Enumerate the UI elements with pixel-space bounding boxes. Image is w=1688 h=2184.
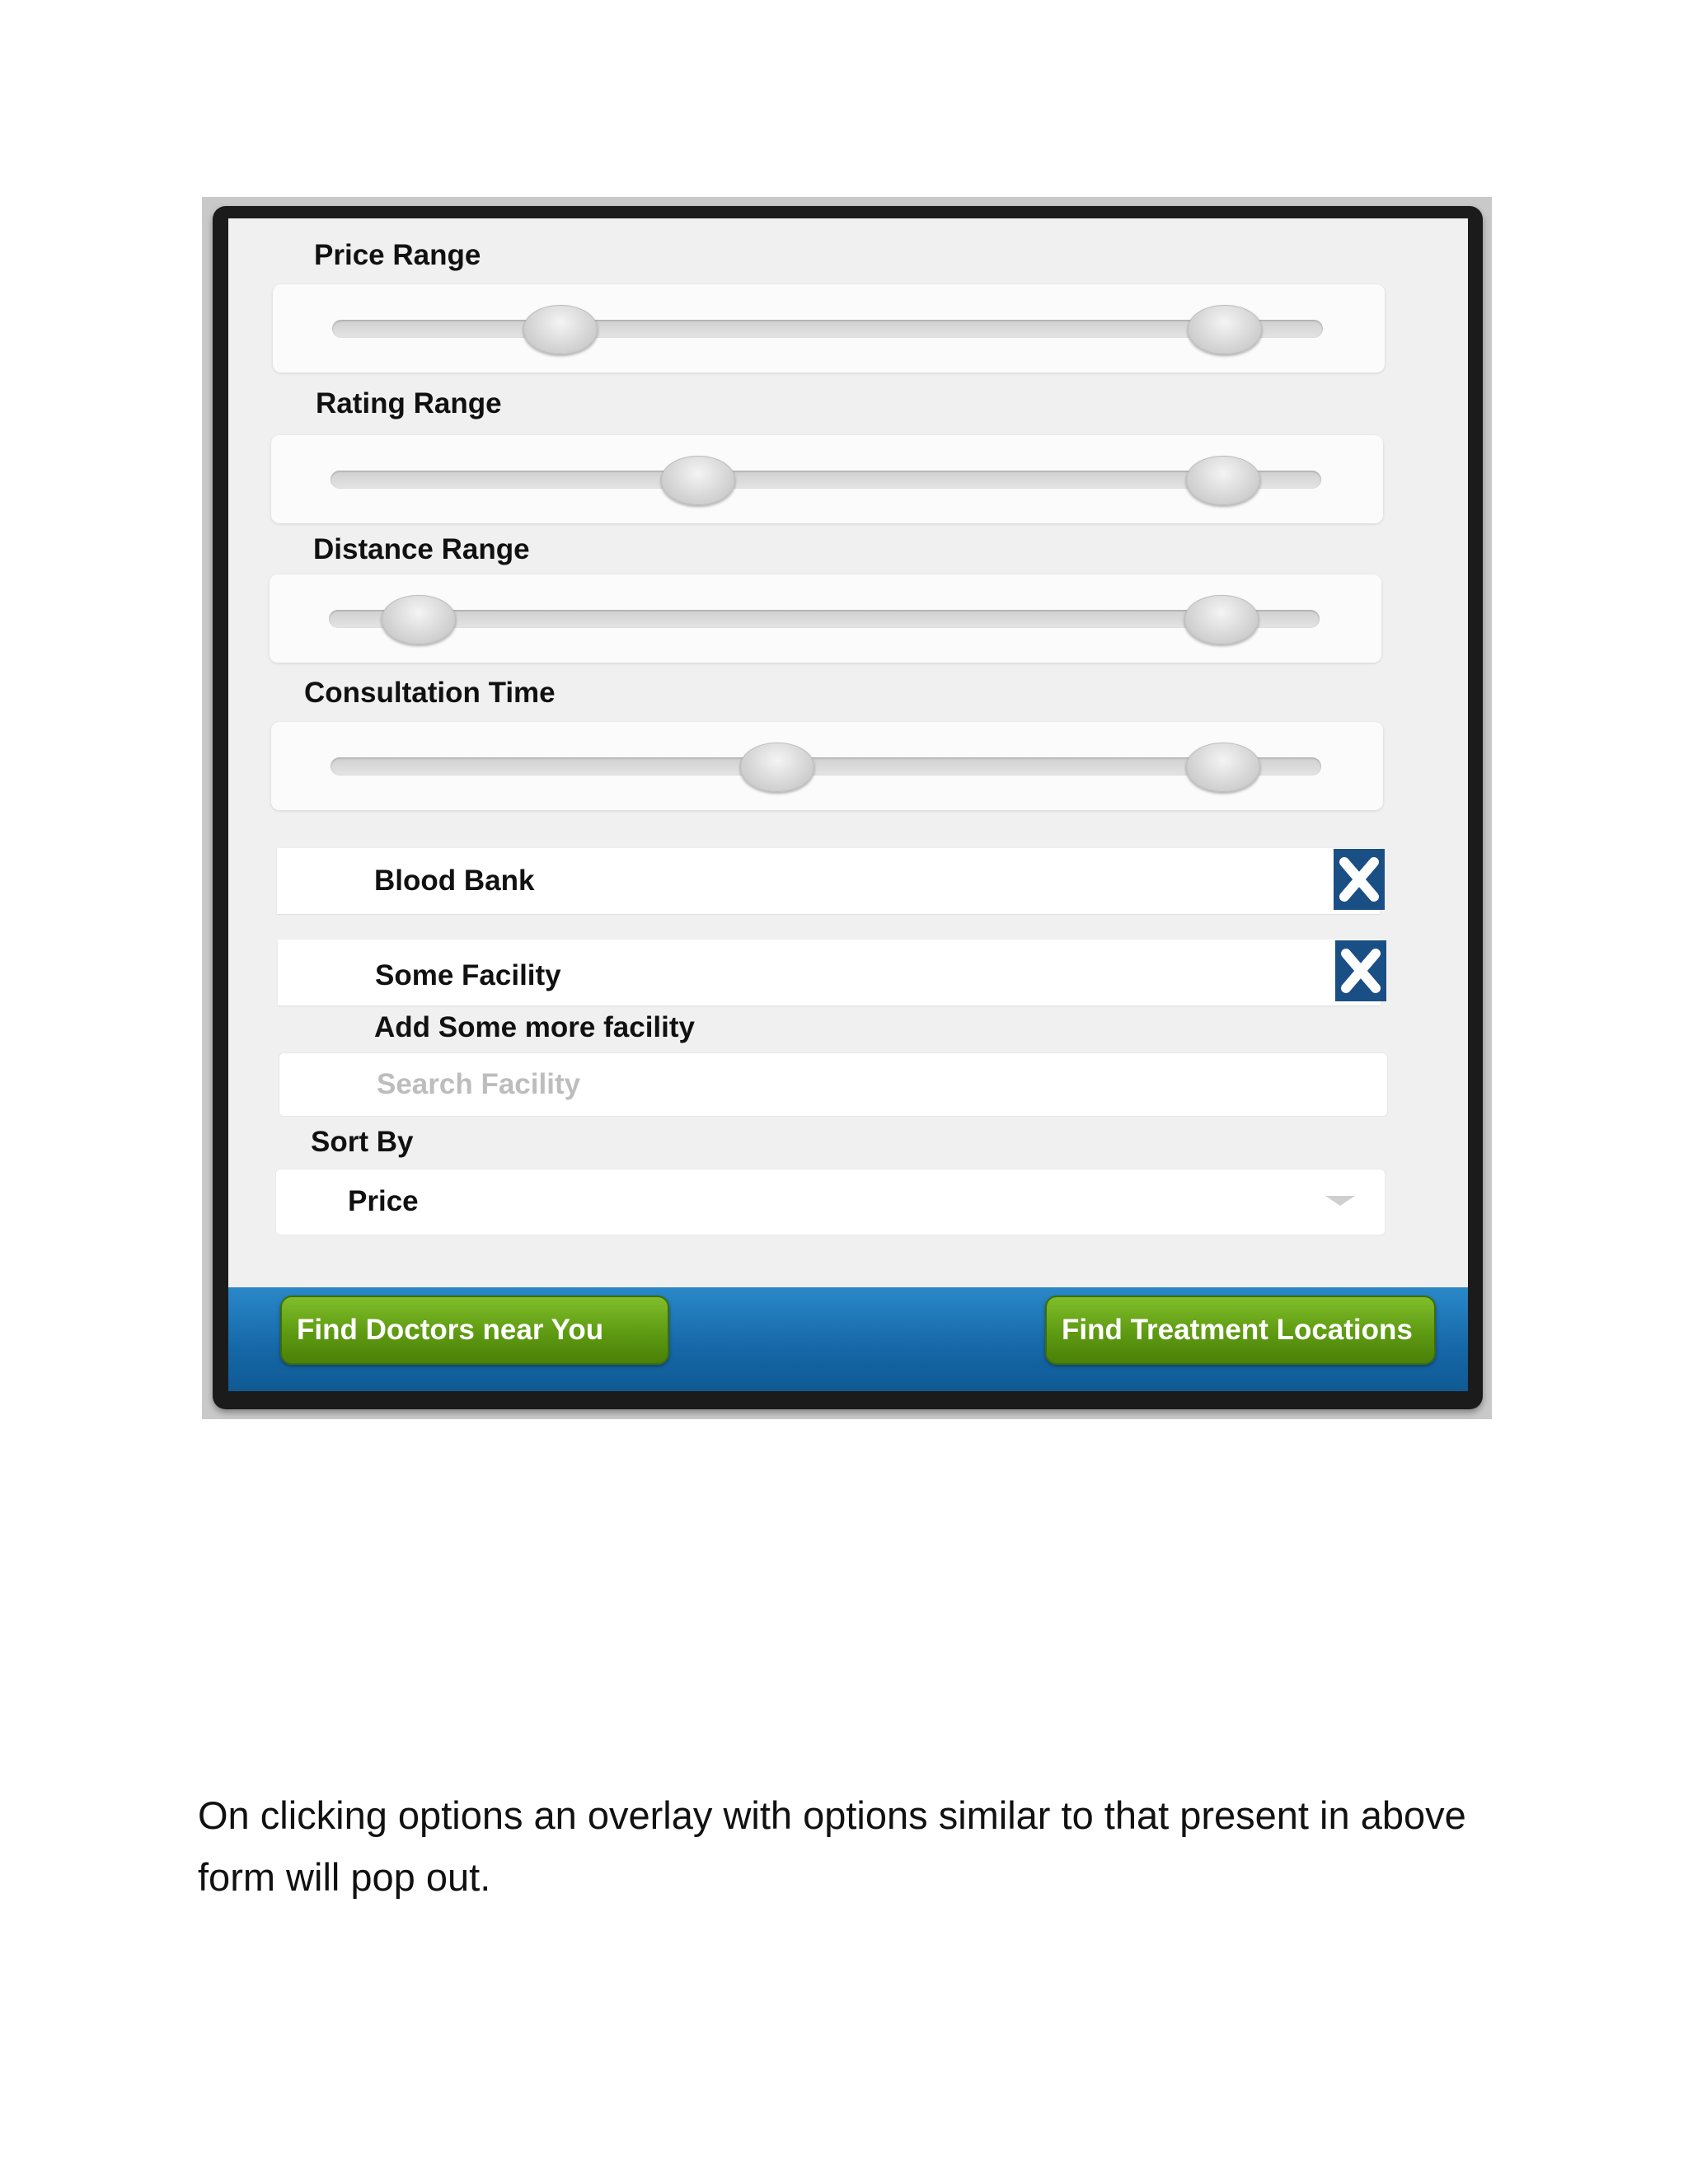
consultation-time-low-thumb[interactable] [740,743,814,792]
price-range-low-thumb[interactable] [523,305,598,354]
distance-range-slider [270,574,1381,663]
rating-range-label: Rating Range [316,387,502,419]
facility-search-input[interactable] [375,1062,1285,1108]
distance-range-high-thumb[interactable] [1184,595,1259,644]
consultation-time-high-thumb[interactable] [1186,743,1260,792]
find-treatment-locations-button[interactable]: Find Treatment Locations [1045,1296,1436,1365]
close-icon [1339,857,1379,902]
rating-range-high-thumb[interactable] [1186,456,1260,505]
facility-label: Blood Bank [374,865,535,897]
add-facility-label: Add Some more facility [374,1011,695,1043]
rating-range-low-thumb[interactable] [661,456,735,505]
consultation-time-label: Consultation Time [304,677,556,709]
sort-by-selected-value: Price [348,1185,419,1217]
facility-label: Some Facility [375,959,561,991]
sort-by-label: Sort By [311,1126,414,1158]
facility-row-some-facility [278,940,1381,1005]
price-range-high-thumb[interactable] [1188,305,1262,354]
remove-some-facility-button[interactable] [1335,940,1386,1001]
distance-range-track[interactable] [329,610,1320,628]
price-range-label: Price Range [314,239,481,271]
rating-range-slider [271,435,1383,523]
distance-range-label: Distance Range [313,533,530,565]
rating-range-track[interactable] [331,471,1321,489]
description-caption: On clicking options an overlay with options similar to that present in above form will pop out. [198,1793,1466,1899]
consultation-time-track[interactable] [331,757,1321,776]
distance-range-low-thumb[interactable] [382,595,456,644]
price-range-slider [273,284,1385,373]
find-doctors-button[interactable]: Find Doctors near You [280,1296,669,1365]
close-icon [1341,949,1381,993]
facility-search-box [279,1052,1388,1117]
chevron-down-icon [1325,1196,1355,1206]
price-range-track[interactable] [332,320,1323,338]
facility-row-blood-bank [277,848,1380,914]
sort-by-select[interactable] [275,1169,1386,1235]
remove-blood-bank-button[interactable] [1334,849,1385,910]
consultation-time-slider [271,722,1383,810]
